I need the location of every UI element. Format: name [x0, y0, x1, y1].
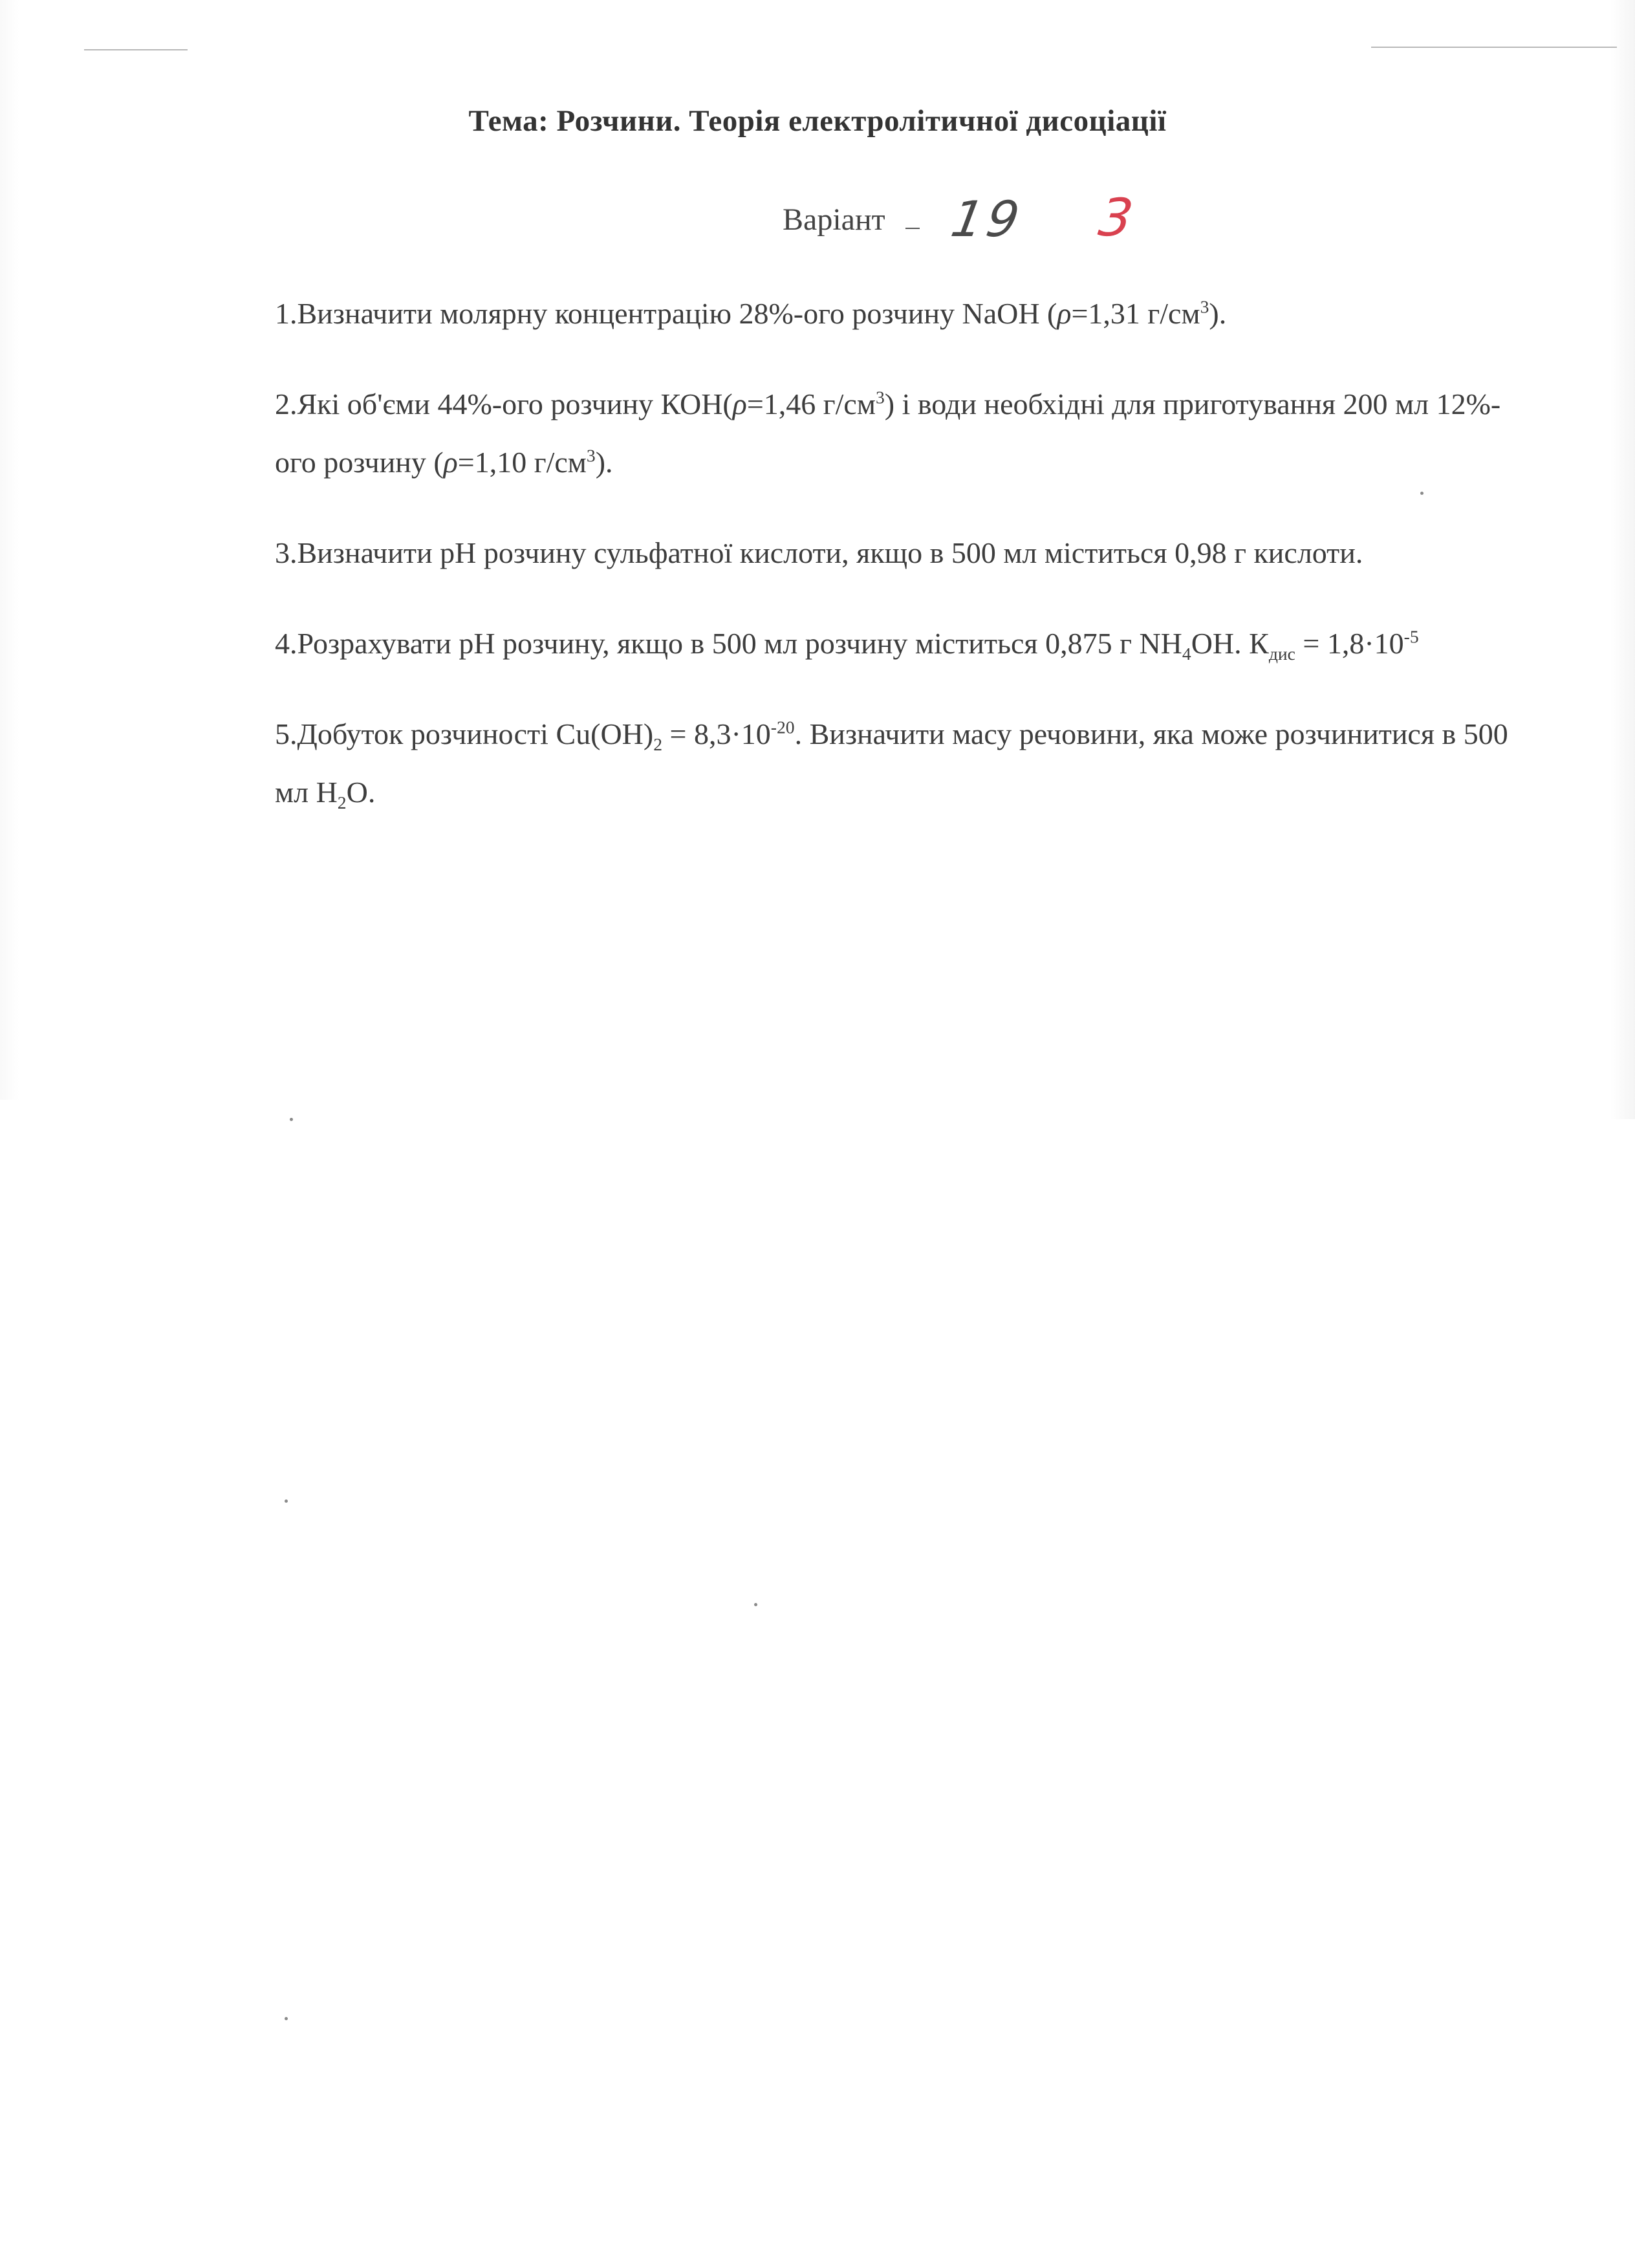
superscript: 3: [1200, 296, 1209, 317]
subscript: 4: [1182, 644, 1191, 664]
subscript: 2: [653, 734, 662, 755]
problem-text: = 8,3·10: [662, 717, 771, 750]
problem-number: 4.: [275, 627, 298, 660]
problem-text: =1,31 г/см: [1071, 297, 1200, 330]
handwritten-variant-number: 19: [947, 190, 1028, 248]
problem-number: 1.: [275, 297, 298, 330]
problem-text: ).: [595, 446, 613, 479]
problem-number: 5.: [275, 717, 298, 750]
problem-text: ).: [1209, 297, 1227, 330]
problem-text: Визначити рН розчину сульфатної кислоти, якщо в 500 мл міститься 0,98 г кислоти.: [297, 536, 1363, 569]
superscript: 3: [586, 445, 596, 466]
problem-text: Які об'єми 44%-ого розчину КОН(: [297, 387, 733, 420]
scan-speck: [290, 1118, 293, 1121]
problem-text: O.: [346, 776, 376, 809]
handwritten-variant-number-red: 3: [1095, 188, 1137, 248]
scan-artifact-line: [1371, 47, 1617, 48]
problem-number: 3.: [275, 536, 298, 569]
problem-text: = 1,8·10: [1295, 627, 1404, 660]
problem-1: [275, 285, 1517, 343]
rho-symbol: ρ: [732, 387, 747, 420]
superscript: 3: [875, 387, 885, 408]
problem-text: Визначити молярну концентрацію 28%-ого розчину NaOH (: [297, 297, 1057, 330]
superscript: -20: [770, 717, 795, 737]
rho-symbol: ρ: [443, 446, 458, 479]
problem-text: =1,10 г/см: [457, 446, 587, 479]
problem-3: [275, 524, 1517, 582]
problem-text: . Визначити масу речовини, яка може розчинитися в 500 мл H: [275, 717, 1508, 809]
problem-number: 2.: [275, 387, 298, 420]
problem-5: [275, 705, 1517, 822]
problem-text: =1,46 г/см: [746, 387, 876, 420]
scan-speck: [285, 1499, 288, 1503]
document-title: Тема: Розчини. Теорія електролітичної дисоціації: [468, 104, 1167, 138]
variant-row: [783, 188, 1235, 246]
subscript: дис: [1268, 644, 1295, 664]
scan-speck: [285, 2017, 288, 2020]
rho-symbol: ρ: [1057, 297, 1072, 330]
problem-list: [275, 285, 1517, 854]
subscript: 2: [337, 792, 347, 813]
problem-2: [275, 375, 1517, 492]
scan-shadow-right: [1610, 0, 1635, 1119]
scan-speck: [1420, 492, 1424, 495]
scan-speck: [754, 1603, 757, 1606]
problem-text: Добуток розчиності Cu(OH): [297, 717, 654, 750]
superscript: -5: [1403, 626, 1419, 647]
variant-label: Варіант: [783, 202, 885, 237]
problem-text: OH. К: [1191, 627, 1269, 660]
problem-text: Розрахувати рН розчину, якщо в 500 мл розчину міститься 0,875 г NH: [297, 627, 1182, 660]
problem-text: ) і води необхідні для приготування 200 мл 12%-ого розчину (: [275, 387, 1501, 479]
scan-artifact-line: [84, 49, 188, 50]
problem-4: [275, 615, 1517, 673]
variant-blank-line: [905, 228, 920, 229]
scan-shadow-left: [0, 0, 19, 1100]
